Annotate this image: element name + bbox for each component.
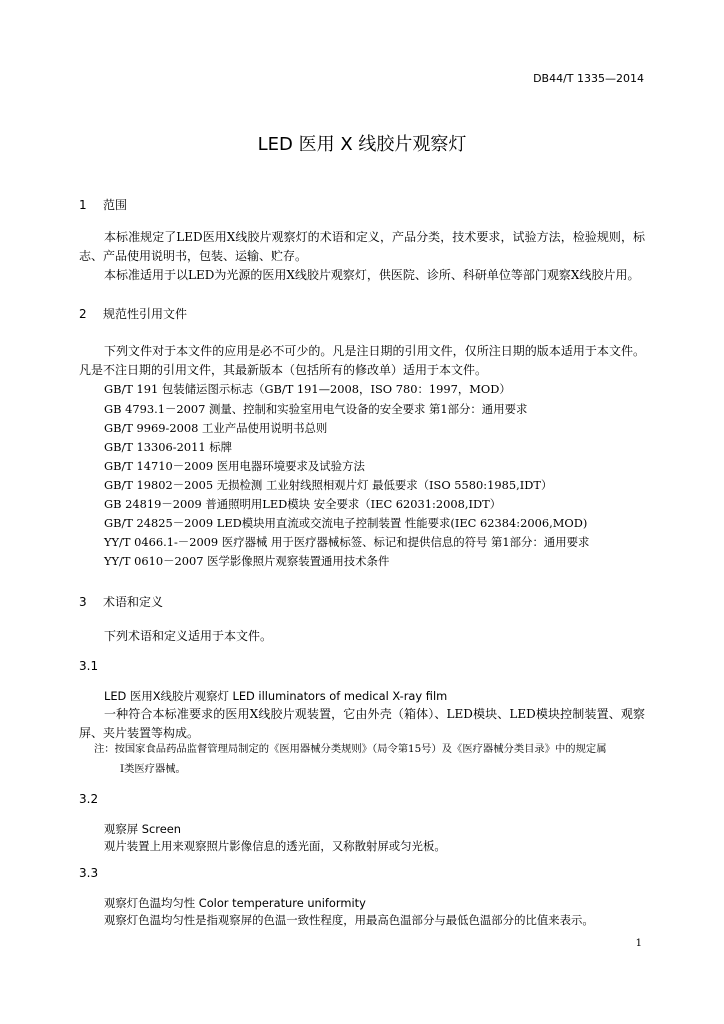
normative-reference: YY/T 0466.1-－2009 医疗器械 用于医疗器械标签、标记和提供信息的符号 第1部分：通用要求 [104, 535, 590, 549]
section-1-paragraph-1: 本标准规定了LED医用X线胶片观察灯的术语和定义，产品分类，技术要求，试验方法，检验规则，标志、产品使用说明书，包装、运输、贮存。 [79, 230, 645, 263]
document-title: LED 医用 X 线胶片观察灯 [257, 134, 467, 155]
section-2-heading [79, 305, 187, 322]
term-title: 观察屏 Screen [104, 822, 181, 836]
normative-reference: GB/T 13306-2011 标牌 [104, 440, 233, 454]
term-number: 3.2 [79, 792, 99, 806]
normative-reference: GB/T 9969-2008 工业产品使用说明书总则 [104, 421, 328, 435]
term-number: 3.3 [79, 866, 99, 880]
note-line: Ⅰ类医疗器械。 [120, 763, 186, 775]
normative-reference: YY/T 0610－2007 医学影像照片观察装置通用技术条件 [104, 554, 390, 568]
normative-reference: GB 24819－2009 普通照明用LED模块 安全要求（IEC 62031:2008,IDT） [104, 497, 502, 511]
normative-reference: GB/T 14710－2009 医用电器环境要求及试验方法 [104, 459, 365, 473]
normative-reference: GB 4793.1－2007 测量、控制和实验室用电气设备的安全要求 第1部分：通用要求 [104, 402, 528, 416]
section-3-heading [79, 593, 163, 610]
normative-reference: GB/T 24825－2009 LED模块用直流或交流电子控制装置 性能要求(IEC 62384:2006,MOD) [104, 516, 588, 530]
section-title: 范围 [103, 198, 128, 212]
note-line: 注：按国家食品药品监督管理局制定的《医用器械分类规则》（局令第15号）及《医疗器械分类目录》中的规定属 [94, 743, 607, 755]
section-3-intro: 下列术语和定义适用于本文件。 [104, 629, 273, 643]
normative-reference: GB/T 19802－2005 无损检测 工业射线照相观片灯 最低要求（ISO 5580:1985,IDT） [104, 478, 553, 492]
section-title: 规范性引用文件 [103, 307, 188, 321]
standard-code: DB44/T 1335—2014 [533, 72, 644, 85]
term-definition: 观察灯色温均匀性是指观察屏的色温一致性程度，用最高色温部分与最低色温部分的比值来表示。 [104, 913, 594, 927]
section-1-paragraph-2: 本标准适用于以LED为光源的医用X线胶片观察灯，供医院、诊所、科研单位等部门观察X线胶片用。 [104, 268, 640, 282]
term-number: 3.1 [79, 659, 99, 673]
section-number: 1 [79, 198, 87, 212]
term-definition: 一种符合本标准要求的医用X线胶片观装置，它由外壳（箱体）、LED模块、LED模块控制装置、观察屏、夹片装置等构成。 [79, 707, 645, 740]
term-title: 观察灯色温均匀性 Color temperature uniformity [104, 896, 366, 910]
normative-reference: GB/T 191 包装储运图示标志（GB/T 191—2008，ISO 780：1997，MOD） [104, 382, 511, 396]
term-definition: 观片装置上用来观察照片影像信息的透光面，又称散射屏或匀光板。 [104, 839, 446, 853]
section-title: 术语和定义 [103, 595, 164, 609]
section-1-heading [79, 196, 127, 213]
page-number: 1 [635, 938, 642, 949]
term-note [94, 739, 645, 779]
section-number: 2 [79, 307, 87, 321]
section-number: 3 [79, 595, 87, 609]
section-2-intro: 下列文件对于本文件的应用是必不可少的。凡是注日期的引用文件，仅所注日期的版本适用于本文件。凡是不注日期的引用文件，其最新版本（包括所有的修改单）适用于本文件。 [79, 344, 645, 377]
term-title: LED 医用X线胶片观察灯 LED illuminators of medical X-ray film [104, 689, 448, 703]
